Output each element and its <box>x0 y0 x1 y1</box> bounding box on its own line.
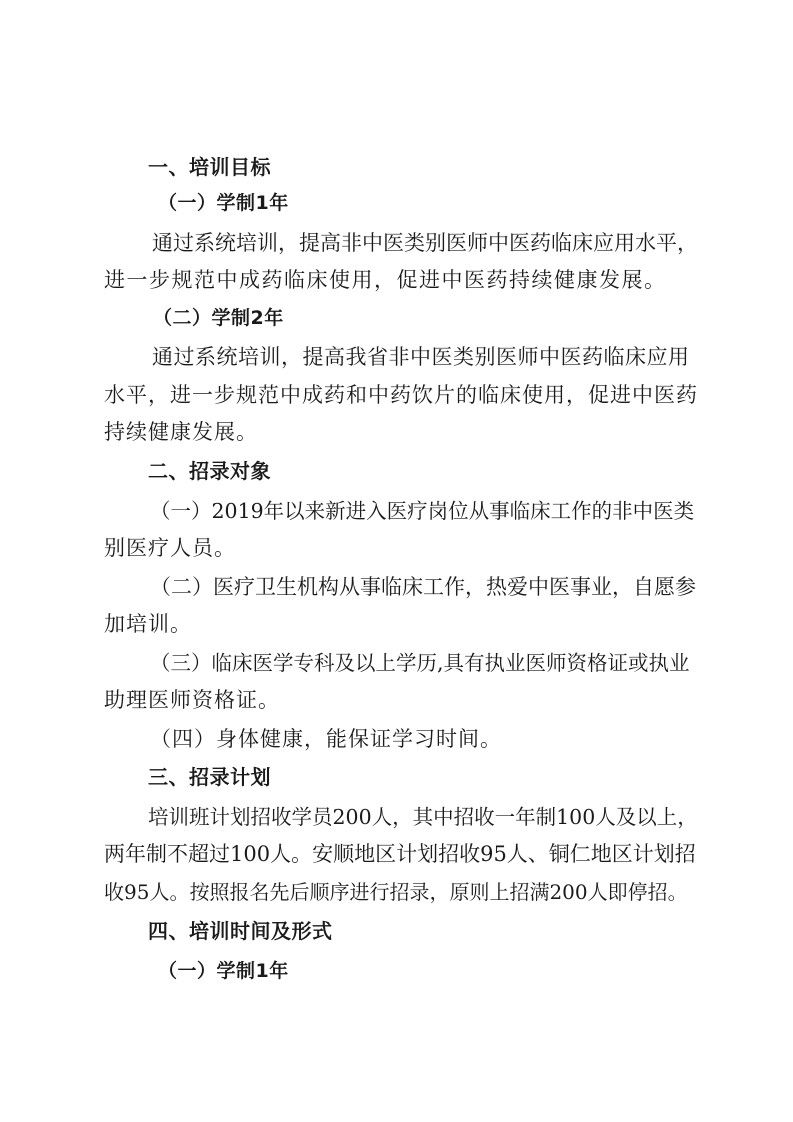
paragraph-line: （三）临床医学专科及以上学历,具有执业医师资格证或执业 <box>150 651 690 675</box>
paragraph-line: 加培训。 <box>104 612 192 636</box>
paragraph-line: 通过系统培训，提高非中医类别医师中医药临床应用水平， <box>152 231 698 255</box>
paragraph-line: （二）医疗卫生机构从事临床工作，热爱中医事业，自愿参 <box>150 575 696 599</box>
paragraph-line: 水平，进一步规范中成药和中药饮片的临床使用，促进中医药 <box>104 383 698 407</box>
paragraph-line: 收95人。按照报名先后顺序进行招录，原则上招满200人即停招。 <box>104 880 688 904</box>
paragraph-line: 通过系统培训，提高我省非中医类别医师中医药临床应用 <box>152 345 690 369</box>
paragraph-line: 助理医师资格证。 <box>104 688 280 712</box>
paragraph-line: 培训班计划招收学员200人，其中招收一年制100人及以上， <box>148 805 698 829</box>
paragraph-line: （一）2019年以来新进入医疗岗位从事临床工作的非中医类 <box>150 499 695 523</box>
section-heading-training-goals: 一、培训目标 <box>148 155 271 179</box>
paragraph-line: 持续健康发展。 <box>104 420 258 444</box>
paragraph-line: 进一步规范中成药临床使用，促进中医药持续健康发展。 <box>104 268 667 292</box>
paragraph-line: 两年制不超过100人。安顺地区计划招收95人、铜仁地区计划招 <box>104 842 696 866</box>
section-heading-enrollment-plan: 三、招录计划 <box>148 765 271 789</box>
section-heading-training-time-format: 四、培训时间及形式 <box>148 919 333 943</box>
subheading-2-years: （二）学制2年 <box>153 307 284 329</box>
subheading-1-year: （一）学制1年 <box>158 192 289 214</box>
paragraph-line: （四）身体健康，能保证学习时间。 <box>150 727 502 751</box>
section-heading-enrollment-targets: 二、招录对象 <box>148 459 271 483</box>
paragraph-line: 别医疗人员。 <box>104 536 236 560</box>
subheading-1-year-repeat: （一）学制1年 <box>158 960 289 982</box>
